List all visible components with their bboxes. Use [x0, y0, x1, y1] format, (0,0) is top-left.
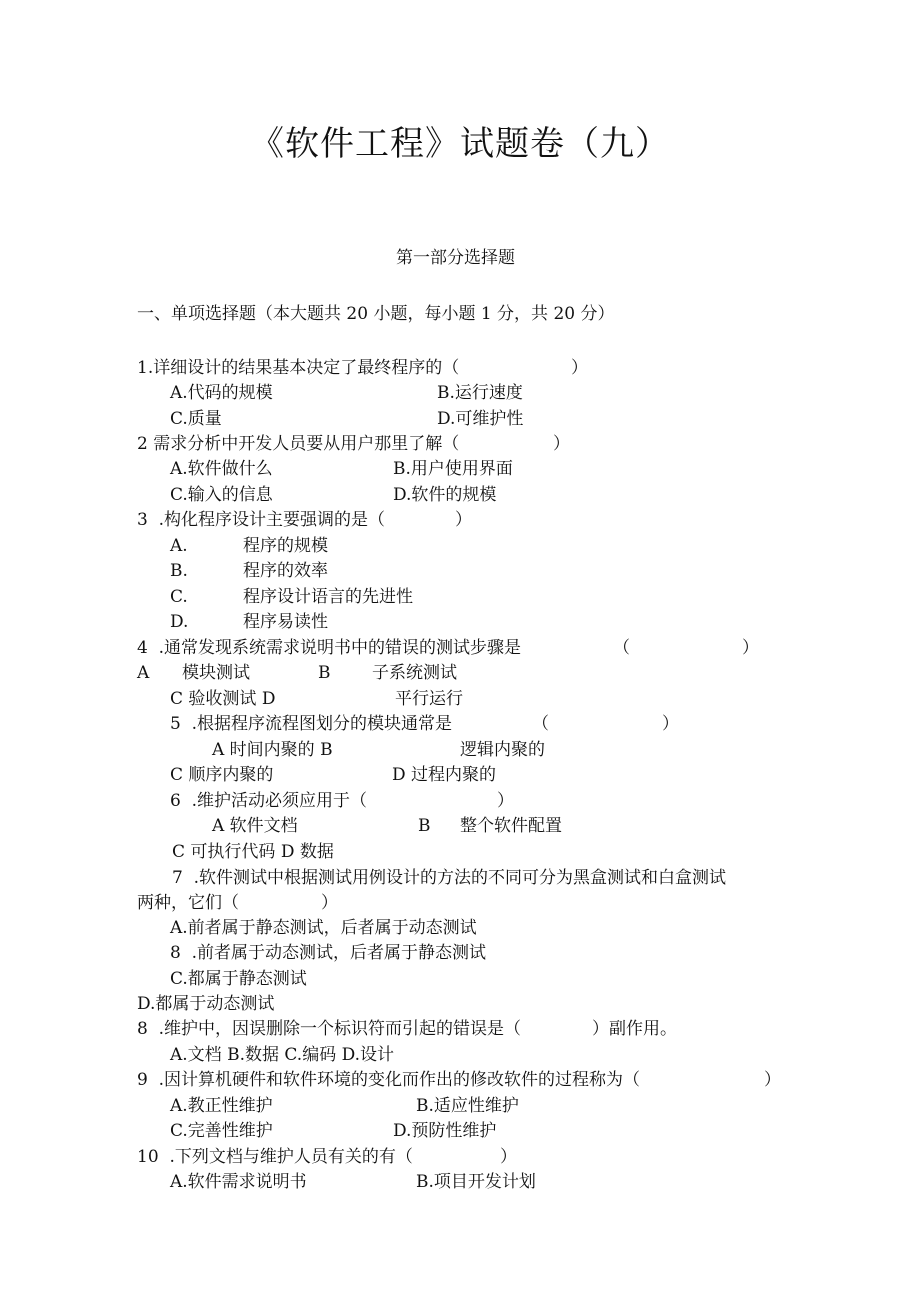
- q2-option-c: C.输入的信息: [170, 485, 273, 505]
- q9-stem: 9 .因计算机硬件和软件环境的变化而作出的修改软件的过程称为（: [137, 1070, 641, 1090]
- section-heading: 一、单项选择题（本大题共 20 小题，每小题 1 分，共 20 分）: [137, 304, 615, 324]
- q6-option-b-letter: B: [418, 816, 431, 836]
- q3-option-b-letter: B.: [170, 561, 188, 581]
- q4-option-a: 模块测试: [182, 663, 250, 683]
- q1-option-b: B.运行速度: [437, 383, 523, 403]
- q7-option-a: A.前者属于静态测试，后者属于动态测试: [170, 918, 477, 938]
- q10-option-b: B.项目开发计划: [416, 1172, 536, 1192]
- q5-stem: 5 .根据程序流程图划分的模块通常是: [170, 714, 453, 734]
- q3-option-a-letter: A.: [170, 536, 188, 556]
- part-heading: 第一部分选择题: [396, 248, 515, 268]
- q3-stem: 3 .构化程序设计主要强调的是（: [137, 510, 386, 530]
- q1-stem: 1.详细设计的结果基本决定了最终程序的（: [137, 358, 460, 378]
- q6-option-a: A 软件文档: [212, 816, 298, 836]
- q5-option-b: 逻辑内聚的: [460, 740, 545, 760]
- q8-options: A.文档 B.数据 C.编码 D.设计: [170, 1045, 395, 1065]
- q4-option-a-letter: A: [137, 663, 150, 683]
- q3-option-b: 程序的效率: [243, 561, 328, 581]
- q10-option-a: A.软件需求说明书: [170, 1172, 307, 1192]
- q9-option-d: D.预防性维护: [393, 1121, 497, 1141]
- q5-option-d: D 过程内聚的: [392, 765, 497, 785]
- q5-close: ）: [662, 714, 679, 734]
- q8-stem: 8 .维护中，因误删除一个标识符而引起的错误是（: [137, 1019, 522, 1039]
- page-title: 《软件工程》试题卷（九）: [250, 124, 670, 164]
- q4-option-d: 平行运行: [395, 689, 463, 709]
- q7-stem: 7 .软件测试中根据测试用例设计的方法的不同可分为黑盒测试和白盒测试: [172, 868, 727, 888]
- q9-option-a: A.教正性维护: [170, 1096, 273, 1116]
- q6-stem: 6 .维护活动必须应用于（: [170, 791, 368, 811]
- q6-option-cd: C 可执行代码 D 数据: [172, 842, 334, 862]
- q2-close: ）: [553, 434, 570, 454]
- q3-option-d-letter: D.: [170, 612, 189, 632]
- q7-option-b: 8 .前者属于动态测试，后者属于静态测试: [170, 943, 487, 963]
- q2-option-d: D.软件的规模: [393, 485, 497, 505]
- q3-option-d: 程序易读性: [243, 612, 328, 632]
- q2-option-a: A.软件做什么: [170, 459, 273, 479]
- q9-option-b: B.适应性维护: [416, 1096, 519, 1116]
- q4-option-b-letter: B: [318, 663, 331, 683]
- q4-stem: 4 .通常发现系统需求说明书中的错误的测试步骤是: [137, 638, 522, 658]
- q4-open: （: [613, 638, 630, 658]
- q6-close: ）: [497, 791, 514, 811]
- q3-option-c-letter: C.: [170, 587, 188, 607]
- q7-stem-continued: 两种，它们（: [137, 893, 239, 913]
- q1-close: ）: [571, 358, 588, 378]
- q8-close: ）副作用。: [592, 1019, 677, 1039]
- q5-option-c: C 顺序内聚的: [170, 765, 274, 785]
- q7-option-d: D.都属于动态测试: [137, 994, 275, 1014]
- q4-option-b: 子系统测试: [372, 663, 457, 683]
- q1-option-c: C.质量: [170, 409, 222, 429]
- q6-option-b: 整个软件配置: [460, 816, 562, 836]
- q3-option-c: 程序设计语言的先进性: [243, 587, 413, 607]
- q9-option-c: C.完善性维护: [170, 1121, 273, 1141]
- q1-option-d: D.可维护性: [437, 409, 524, 429]
- q10-stem: 10 .下列文档与维护人员有关的有（: [137, 1147, 413, 1167]
- q4-close: ）: [742, 638, 759, 658]
- q9-close: ）: [764, 1070, 781, 1090]
- q2-option-b: B.用户使用界面: [393, 459, 513, 479]
- q5-option-ab: A 时间内聚的 B: [212, 740, 333, 760]
- q2-stem: 2 需求分析中开发人员要从用户那里了解（: [137, 434, 460, 454]
- q1-option-a: A.代码的规模: [170, 383, 273, 403]
- q7-close: ）: [321, 893, 338, 913]
- q3-option-a: 程序的规模: [243, 536, 328, 556]
- q3-close: ）: [455, 510, 472, 530]
- q7-option-c: C.都属于静态测试: [170, 969, 307, 989]
- q4-option-cd: C 验收测试 D: [170, 689, 276, 709]
- q10-close: ）: [500, 1147, 517, 1167]
- q5-open: （: [532, 714, 549, 734]
